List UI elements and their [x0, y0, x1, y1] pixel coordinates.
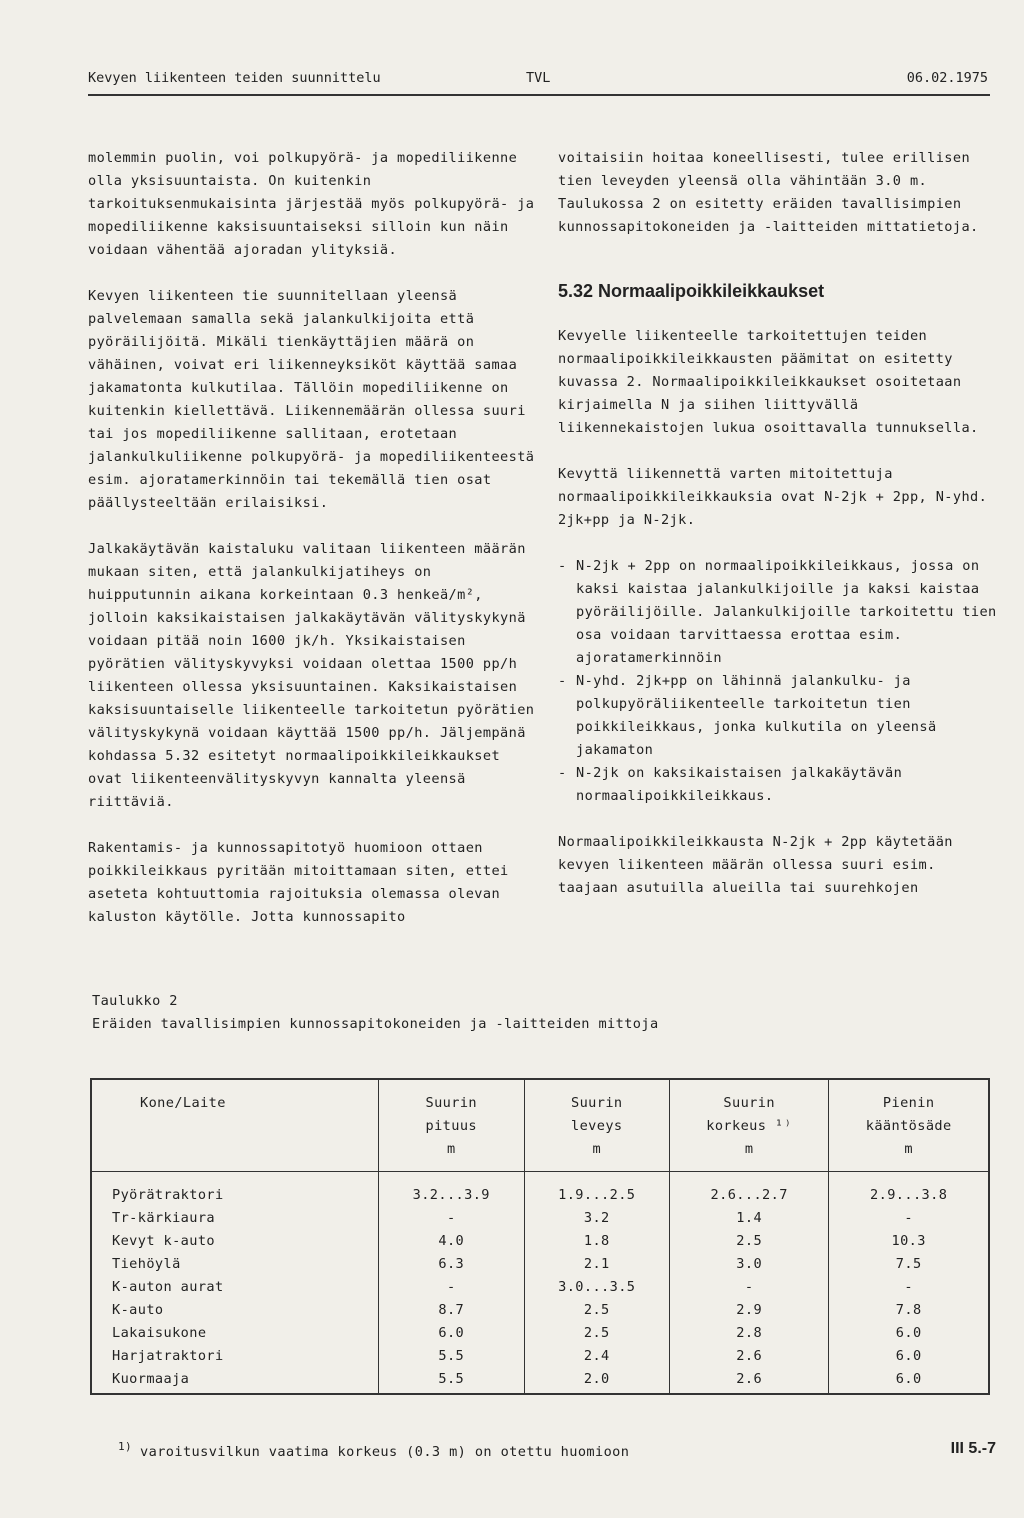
value-cell: 6.3 — [379, 1253, 525, 1276]
value-cell: 1.8 — [524, 1230, 670, 1253]
cross-section-list — [558, 555, 998, 808]
value-cell: 8.7 — [379, 1299, 525, 1322]
value-cell: - — [829, 1207, 989, 1230]
machine-name-cell: K-auto — [91, 1299, 379, 1322]
value-cell: 2.5 — [524, 1299, 670, 1322]
value-cell: 5.5 — [379, 1345, 525, 1368]
list-item — [558, 670, 998, 762]
machine-name-cell: Lakaisukone — [91, 1322, 379, 1345]
value-cell: 5.5 — [379, 1368, 525, 1394]
machine-dimensions-table — [90, 1078, 990, 1395]
value-cell: - — [670, 1276, 829, 1299]
list-dash: - — [558, 673, 567, 689]
list-dash: - — [558, 765, 567, 781]
table-number: Taulukko 2 — [92, 993, 178, 1009]
table-row — [91, 1253, 989, 1276]
table-row — [91, 1322, 989, 1345]
value-cell: 10.3 — [829, 1230, 989, 1253]
left-column — [88, 147, 538, 952]
table-header-row — [91, 1079, 989, 1172]
footnote-text: varoitusvilkun vaatima korkeus (0.3 m) on otettu huomioon — [140, 1444, 630, 1460]
value-cell: 7.5 — [829, 1253, 989, 1276]
paragraph: Rakentamis- ja kunnossapitotyö huomioon ottaen poikkileikkaus pyritään mitoittamaan siten, ettei aseteta kohtuuttomia rajoituksia olemassa olevan kaluston käytölle. Jotta kunnossapito — [88, 840, 509, 925]
footnote — [118, 1440, 629, 1460]
value-cell: 2.1 — [524, 1253, 670, 1276]
value-cell: 2.9...3.8 — [829, 1172, 989, 1208]
machine-name-cell: Kevyt k-auto — [91, 1230, 379, 1253]
value-cell: 2.5 — [670, 1230, 829, 1253]
right-column — [558, 147, 998, 923]
value-cell: 4.0 — [379, 1230, 525, 1253]
paragraph: Kevyen liikenteen tie suunnitellaan yleensä palvelemaan samalla sekä jalankulkijoita että pyöräilijöitä. Mikäli tienkäyttäjien määrä on vähäinen, voivat eri liikenneyksiköt käyttää samaa jakamatonta kulkutilaa. Tällöin mopediliikenne on kuitenkin kiellettävä. Liikennemäärän ollessa suuri tai jos mopediliikenne sallitaan, erotetaan jalankulkuliikenne polkupyörä- ja mopediliikenteestä esim. ajoratamerkinnöin tai tekemällä tien osat päällysteeltään erilaisiksi. — [88, 288, 535, 511]
table-row — [91, 1299, 989, 1322]
value-cell: 2.8 — [670, 1322, 829, 1345]
value-cell: 3.2 — [524, 1207, 670, 1230]
table-row — [91, 1207, 989, 1230]
value-cell: 2.0 — [524, 1368, 670, 1394]
value-cell: 3.0...3.5 — [524, 1276, 670, 1299]
value-cell: 6.0 — [829, 1345, 989, 1368]
value-cell: 2.4 — [524, 1345, 670, 1368]
value-cell: 2.5 — [524, 1322, 670, 1345]
value-cell: - — [379, 1207, 525, 1230]
value-cell: 2.6...2.7 — [670, 1172, 829, 1208]
machine-name-cell: Harjatraktori — [91, 1345, 379, 1368]
list-item-text: N-yhd. 2jk+pp on lähinnä jalankulku- ja polkupyöräliikenteelle tarkoitetun tien poikkileikkaus, jonka kulkutila on yleensä jakamaton — [576, 673, 937, 758]
table-row — [91, 1276, 989, 1299]
value-cell: 3.0 — [670, 1253, 829, 1276]
column-header: Pienin kääntösäde m — [829, 1079, 989, 1172]
header-date: 06.02.1975 — [906, 70, 988, 86]
value-cell: - — [379, 1276, 525, 1299]
table-row — [91, 1368, 989, 1394]
header-title: Kevyen liikenteen teiden suunnittelu — [88, 70, 381, 86]
table-caption — [92, 990, 659, 1036]
value-cell: 2.6 — [670, 1368, 829, 1394]
table-title: Eräiden tavallisimpien kunnossapitokoneiden ja -laitteiden mittoja — [92, 1016, 659, 1032]
value-cell: 2.6 — [670, 1345, 829, 1368]
value-cell: 1.9...2.5 — [524, 1172, 670, 1208]
list-dash: - — [558, 558, 567, 574]
column-header: Kone/Laite — [91, 1079, 379, 1172]
machine-name-cell: Pyörätraktori — [91, 1172, 379, 1208]
value-cell: 3.2...3.9 — [379, 1172, 525, 1208]
page-header — [88, 68, 990, 96]
machine-name-cell: Kuormaaja — [91, 1368, 379, 1394]
value-cell: 1.4 — [670, 1207, 829, 1230]
list-item-text: N-2jk on kaksikaistaisen jalkakäytävän normaalipoikkileikkaus. — [576, 765, 903, 804]
list-item-text: N-2jk + 2pp on normaalipoikkileikkaus, jossa on kaksi kaistaa jalankulkijoille ja kaksi kaistaa pyöräilijöille. Jalankulkijoille tarkoitettu tien osa voidaan tarvittaessa erottaa esim. ajoratamerkinnöin — [576, 558, 997, 666]
list-item — [558, 555, 998, 670]
column-header: Suurin pituus m — [379, 1079, 525, 1172]
value-cell: - — [829, 1276, 989, 1299]
page-number: III 5.-7 — [950, 1440, 996, 1457]
paragraph: Kevyelle liikenteelle tarkoitettujen teiden normaalipoikkileikkausten päämitat on esitetty kuvassa 2. Normaalipoikkileikkaukset osoitetaan kirjaimella N ja siihen liittyvällä liikennekaistojen lukua osoittavalla tunnuksella. — [558, 328, 979, 436]
paragraph: molemmin puolin, voi polkupyörä- ja mopediliikenne olla yksisuuntaista. On kuitenkin tarkoituksenmukaisinta järjestää myös polkupyörä- ja mopediliikenne kaksisuuntaiseksi silloin kun näin voidaan vähentää ajoradan ylityksiä. — [88, 150, 535, 258]
value-cell: 6.0 — [829, 1322, 989, 1345]
paragraph: Normaalipoikkileikkausta N-2jk + 2pp käytetään kevyen liikenteen määrän ollessa suuri esim. taajaan asutuilla alueilla tai suurehkojen — [558, 834, 953, 896]
column-header: Suurin leveys m — [524, 1079, 670, 1172]
paragraph: Jalkakäytävän kaistaluku valitaan liikenteen määrän mukaan siten, että jalankulkijatiheys on huipputunnin aikana korkeintaan 0.3 henkeä/m², jolloin kaksikaistaisen jalkakäytävän välityskykynä voidaan pitää noin 1600 jk/h. Yksikaistaisen pyörätien välityskyvyksi voidaan olettaa 1500 pp/h liikenteen ollessa yksisuuntainen. Kaksikaistaisen kaksisuuntaiselle liikenteelle tarkoitetun pyörätien välityskykynä voidaan käyttää 1500 pp/h. Jäljempänä kohdassa 5.32 esitetyt normaalipoikkileikkaukset ovat liikenteenvälityskyvyn kannalta yleensä riittäviä. — [88, 541, 535, 810]
value-cell: 6.0 — [829, 1368, 989, 1394]
paragraph: Kevyttä liikennettä varten mitoitettuja normaalipoikkileikkauksia ovat N-2jk + 2pp, N-yhd. 2jk+pp ja N-2jk. — [558, 466, 988, 528]
machine-name-cell: Tiehöylä — [91, 1253, 379, 1276]
header-org: TVL — [526, 70, 551, 86]
value-cell: 2.9 — [670, 1299, 829, 1322]
column-header: Suurin korkeus ¹⁾ m — [670, 1079, 829, 1172]
machine-name-cell: Tr-kärkiaura — [91, 1207, 379, 1230]
section-heading: 5.32 Normaalipoikkileikkaukset — [558, 281, 825, 301]
value-cell: 7.8 — [829, 1299, 989, 1322]
table-row — [91, 1172, 989, 1208]
list-item — [558, 762, 998, 808]
table-row — [91, 1230, 989, 1253]
table-row — [91, 1345, 989, 1368]
value-cell: 6.0 — [379, 1322, 525, 1345]
footnote-marker: 1) — [118, 1440, 133, 1453]
machine-name-cell: K-auton aurat — [91, 1276, 379, 1299]
paragraph: voitaisiin hoitaa koneellisesti, tulee erillisen tien leveyden yleensä olla vähintään 3.0 m. Taulukossa 2 on esitetty eräiden tavallisimpien kunnossapitokoneiden ja -laitteiden mittatietoja. — [558, 150, 979, 235]
